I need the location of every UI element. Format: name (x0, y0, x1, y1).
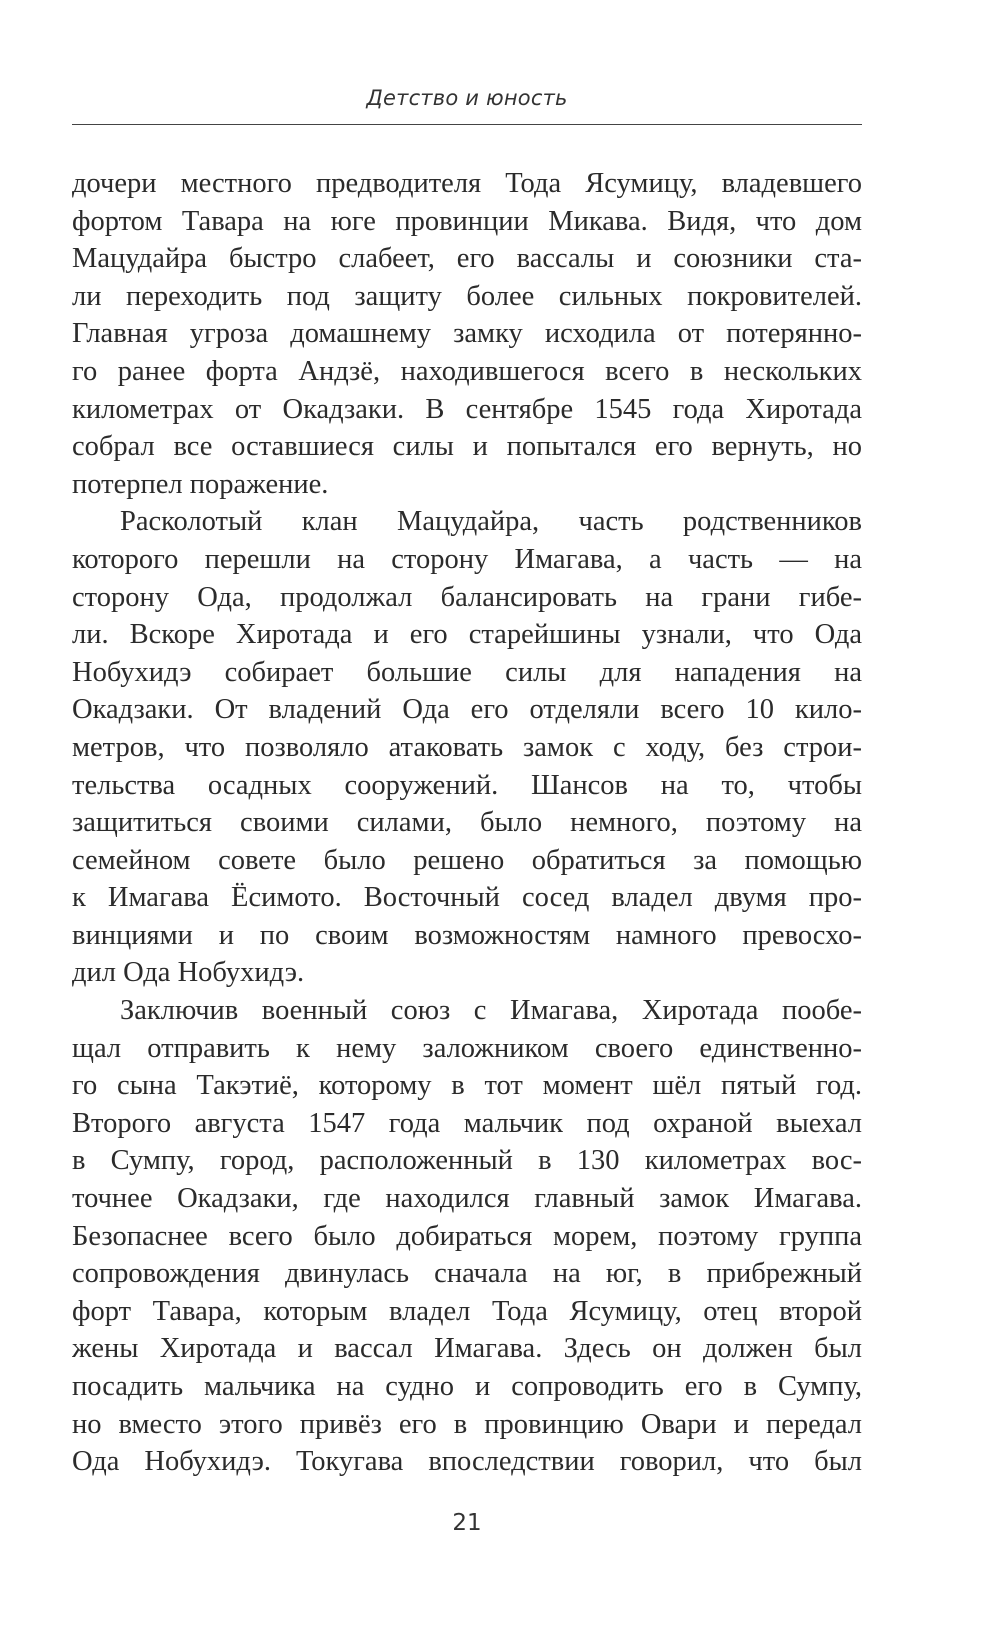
text-line: щал отправить к нему заложником своего единственно- (72, 1032, 862, 1064)
running-title: Детство и юность (366, 86, 568, 110)
text-line: го ранее форта Андзё, находившегося всего в нескольких (72, 355, 862, 387)
text-line: сторону Ода, продолжал балансировать на грани гибе- (72, 581, 862, 613)
text-line: форт Тавара, которым владел Тода Ясумицу, отец второй (72, 1295, 862, 1327)
text-line: семейном совете было решено обратиться за помощью (72, 844, 862, 876)
text-line: Главная угроза домашнему замку исходила от потерянно- (72, 318, 862, 350)
text-line: но вместо этого привёз его в провинцию Овари и передал (72, 1408, 862, 1440)
text-line: Расколотый клан Мацудайра, часть родственников (120, 506, 862, 538)
text-line: которого перешли на сторону Имагава, а часть — на (72, 543, 862, 575)
text-line: Нобухидэ собирает большие силы для нападения на (72, 656, 862, 688)
text-line: ли переходить под защиту более сильных покровителей. (72, 280, 862, 312)
text-line: Ода Нобухидэ. Токугава впоследствии говорил, что был (72, 1446, 862, 1478)
text-line: ли. Вскоре Хиротада и его старейшины узнали, что Ода (72, 619, 862, 651)
text-line: к Имагава Ёсимото. Восточный сосед владел двумя про- (72, 882, 862, 914)
body-text (72, 165, 862, 1481)
text-line: дочери местного предводителя Тода Ясумицу, владевшего (72, 168, 862, 199)
text-line: сопровождения двинулась сначала на юг, в прибрежный (72, 1258, 862, 1290)
text-line: собрал все оставшиеся силы и попытался его вернуть, но (72, 431, 862, 463)
text-line: тельства осадных сооружений. Шансов на то, чтобы (72, 769, 862, 801)
text-line: Мацудайра быстро слабеет, его вассалы и союзники ста- (72, 243, 862, 275)
paragraph-3 (72, 992, 862, 1481)
text-line: потерпел поражение. (72, 468, 329, 500)
text-line: дил Ода Нобухидэ. (72, 957, 305, 989)
text-line: Безопаснее всего было добираться морем, поэтому группа (72, 1220, 862, 1252)
page-number: 21 (452, 1510, 482, 1536)
text-line: жены Хиротада и вассал Имагава. Здесь он должен был (72, 1333, 862, 1365)
header-rule (72, 124, 862, 125)
text-line: винциями и по своим возможностям намного превосхо- (72, 919, 862, 951)
text-line: го сына Такэтиё, которому в тот момент шёл пятый год. (72, 1070, 862, 1102)
text-line: защититься своими силами, было немного, поэтому на (72, 807, 862, 839)
text-line: точнее Окадзаки, где находился главный замок Имагава. (72, 1183, 862, 1215)
text-line: фортом Тавара на юге провинции Микава. Видя, что дом (72, 205, 862, 237)
paragraph-1 (72, 165, 862, 503)
text-line: километрах от Окадзаки. В сентябре 1545 года Хиротада (72, 393, 862, 425)
text-line: Заключив военный союз с Имагава, Хиротада пообе- (120, 995, 862, 1027)
paragraph-2 (72, 503, 862, 992)
text-line: посадить мальчика на судно и сопроводить его в Сумпу, (72, 1371, 862, 1402)
text-line: Второго августа 1547 года мальчик под охраной выехал (72, 1107, 862, 1139)
text-line: метров, что позволяло атаковать замок с ходу, без строи- (72, 731, 862, 763)
text-line: в Сумпу, город, расположенный в 130 километрах вос- (72, 1145, 862, 1177)
text-line: Окадзаки. От владений Ода его отделяли всего 10 кило- (72, 694, 862, 726)
